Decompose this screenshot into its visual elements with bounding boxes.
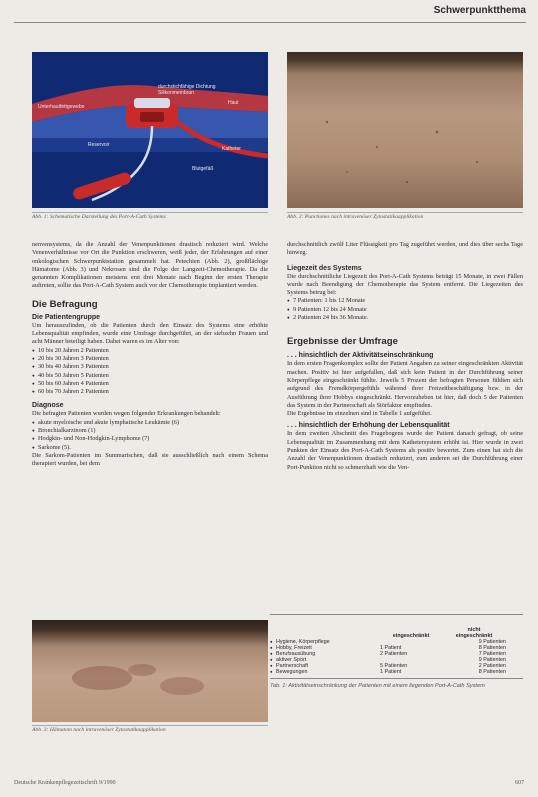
label-fett: Unterhautfettgewebe xyxy=(38,104,85,110)
figure-skin-petechien xyxy=(287,52,523,208)
list-item: ● 20 bis 30 Jahren 3 Patienten xyxy=(32,355,268,363)
figure-3-caption: Abb. 3: Hämatom nach intravenöser Zytostatikaapplikation xyxy=(32,727,166,733)
list-item: ● 30 bis 40 Jahren 3 Patienten xyxy=(32,363,268,371)
page-header-title: Schwerpunktthema xyxy=(433,5,526,16)
right-column xyxy=(287,241,523,472)
figure-skin-haematom xyxy=(32,620,268,722)
liegezeit-title: Liegezeit des Systems xyxy=(287,264,362,272)
activity-text-2: Die Ergebnisse im einzelnen sind in Tabelle 1 aufgeführt. xyxy=(287,410,432,418)
table-row: ● Hobby, Freizeit 1 Patient 8 Patienten xyxy=(270,645,506,652)
list-item: ● 2 Patienten 24 bis 36 Monate. xyxy=(287,314,523,322)
age-group-list xyxy=(32,347,268,397)
diagnosis-list xyxy=(32,419,268,452)
activity-table xyxy=(270,614,523,690)
skin-texture xyxy=(287,52,523,208)
list-item: ● 50 bis 60 Jahren 4 Patienten xyxy=(32,380,268,388)
list-item: ● 10 bis 20 Jahren 2 Patienten xyxy=(32,347,268,355)
figure-port-diagram xyxy=(32,52,268,208)
table-top-rule xyxy=(270,614,523,615)
table-row: ● Bewegungen 1 Patient 8 Patienten xyxy=(270,669,506,676)
table-caption: Tab. 1: Aktivitätseinschränkung der Patienten mit einem liegenden Port-A-Cath System xyxy=(270,682,485,689)
label-katheter: Katheter xyxy=(222,146,241,152)
results-title: Ergebnisse der Umfrage xyxy=(287,336,398,348)
quality-subtitle: . . . hinsichtlich der Erhöhung der Lebensqualität xyxy=(287,422,450,430)
list-item: ● 60 bis 70 Jahren 2 Patienten xyxy=(32,388,268,396)
footer-page-number: 607 xyxy=(515,780,524,786)
list-item: ● Sarkome (5). xyxy=(32,444,268,452)
col-header-eingeschraenkt: eingeschränkt xyxy=(392,632,430,639)
table-bottom-rule xyxy=(270,678,523,679)
table-row: ● Partnerschaft 5 Patienten 2 Patienten xyxy=(270,663,506,670)
diagnose-after-text: Die Sarkom-Patienten im Summarischen, daß sie ausschließlich nach einem Schema therapiert wurden, bei dem xyxy=(32,451,268,468)
header-rule xyxy=(14,22,526,23)
table-row: ● Berufsausübung 2 Patienten 7 Patienten xyxy=(270,651,506,658)
footer-journal: Deutsche Krankenpflegezeitschrift 9/1990 xyxy=(14,780,116,786)
liegezeit-text: Die durchschnittliche Liegezeit des Port-A-Cath Systems beträgt 15 Monate, in zwei Fällen wurde nach Beendigung der Chemotherapie das System entfernt. Die Liegezeiten des Systems betrug bei: xyxy=(287,272,523,297)
left-intro-paragraph: nenvensystems, da die Anzahl der Venenpunktionen drastisch reduziert wird. Welche Venenverhältnisse vor Ort die Punktion erschweren, weiß jeder, der Erfahrungen auf einer onkologischen Schwerpunktstation gesammelt hat. Petechien (Abb. 2), großflächige Hämatome (Abb. 3) und Nekrosen sind die Folge der Langzeit-Chemotherapie. Da die genannten Komplikationen meistens erst drei Monate nach Beginn der ersten Therapie auftreten, sollte das Port-A-Cath System auch vor der Chemotherapie implantiert werden. xyxy=(32,241,268,290)
list-item: ● Bronchialkarzinom (1) xyxy=(32,427,268,435)
list-item: ● akute myeloische und akute lymphatische Leukämie (6) xyxy=(32,419,268,427)
activity-text: In dem ersten Fragenkomplex sollte der Patient Angaben zu seiner eingeschränkten Aktivität machen. Positiv ist hier aufgefallen, daß sich kein Patient in der Durchführung seiner Körperpflege eingeschränkt fühlte. Jeweils 5 Prozent der befragten Personen fühlten sich aufgrund des Fremdkörpergefühls während ihrer Freizeitbeschäftigung bzw. in der Ausführung ihrer Hobbys eingeschränkt. Hervorzuheben ist hier, daß doch 5 der Patienten das System in der Partnerschaft als Störfaktor empfinden. xyxy=(287,360,523,409)
label-haut: Haut xyxy=(228,100,239,106)
figure-1-caption: Abb. 1: Schematische Darstellung des Port-A-Cath Systems xyxy=(32,214,166,220)
left-column xyxy=(32,241,268,469)
port-diagram-illustration xyxy=(32,52,268,208)
list-item: ● Hodgkin- und Non-Hodgkin-Lymphome (7) xyxy=(32,435,268,443)
label-reservoir: Reservoir xyxy=(88,142,110,148)
list-item: ● 40 bis 50 Jahren 5 Patienten xyxy=(32,372,268,380)
activity-subtitle: . . . hinsichtlich der Aktivitätseinschränkung xyxy=(287,352,434,360)
section-befragung-title: Die Befragung xyxy=(32,298,98,310)
table-row: ● Hygiene, Körperpflege 9 Patienten xyxy=(270,639,506,645)
table-row: ● aktiver Sport 9 Patienten xyxy=(270,657,506,664)
figure-2-caption: Abb. 2: Punctiones nach intravenöser Zytostatikaapplikation xyxy=(287,214,424,220)
col-header-nicht: nicht eingeschränkt xyxy=(455,626,493,639)
haematoma-texture xyxy=(32,620,268,722)
caption-rule-1 xyxy=(32,212,268,213)
diagnose-title: Diagnose xyxy=(32,402,64,410)
label-dichtung: durchstichfähige Dichtung xyxy=(158,84,216,90)
caption-rule-3 xyxy=(32,725,268,726)
table-header-row xyxy=(270,617,523,639)
patientengruppe-title: Die Patientengruppe xyxy=(32,313,101,321)
page-footer xyxy=(14,779,524,787)
label-membran: Silikonmembran xyxy=(158,90,194,96)
list-item: ● 9 Patienten 12 bis 24 Monate xyxy=(287,306,523,314)
diagnose-text: Die befragten Patienten wurden wegen folgender Erkrankungen behandelt: xyxy=(32,410,221,418)
list-item: ● 7 Patienten: 1 bis 12 Monate xyxy=(287,297,523,305)
duration-list xyxy=(287,297,523,322)
quality-text: In dem zweiten Abschnitt des Fragebogens wurde der Patient danach gefragt, ob seine Lebensqualität im Zusammenhang mit dem Kathetersystem erhöht ist. Hier wurde in zwei Punkten der Einsatz des Port-A-Cath Systems als positiv bewertet. Zum einen hat sich die Anzahl der Venenpunktionen drastisch reduziert, zum anderen sei die Durchführung einer Port-Punktion nicht so schmerzhaft wie die Ven- xyxy=(287,430,523,471)
patientengruppe-text: Um herauszufinden, ob die Patienten durch den Einsatz des Systems eine erhöhte Lebensqualität empfinden, wurde eine Umfrage durchgeführt, an der siebzehn Frauen und acht Männer beteiligt haben. Dabei waren es im Alter von: xyxy=(32,321,268,346)
caption-rule-2 xyxy=(287,212,523,213)
right-intro-paragraph: durchschnittlich zwölf Liter Flüssigkeit pro Tag zugeführt werden, und dies über sechs Tage hinweg. xyxy=(287,241,523,257)
label-blutgefaess: Blutgefäß xyxy=(192,166,214,172)
